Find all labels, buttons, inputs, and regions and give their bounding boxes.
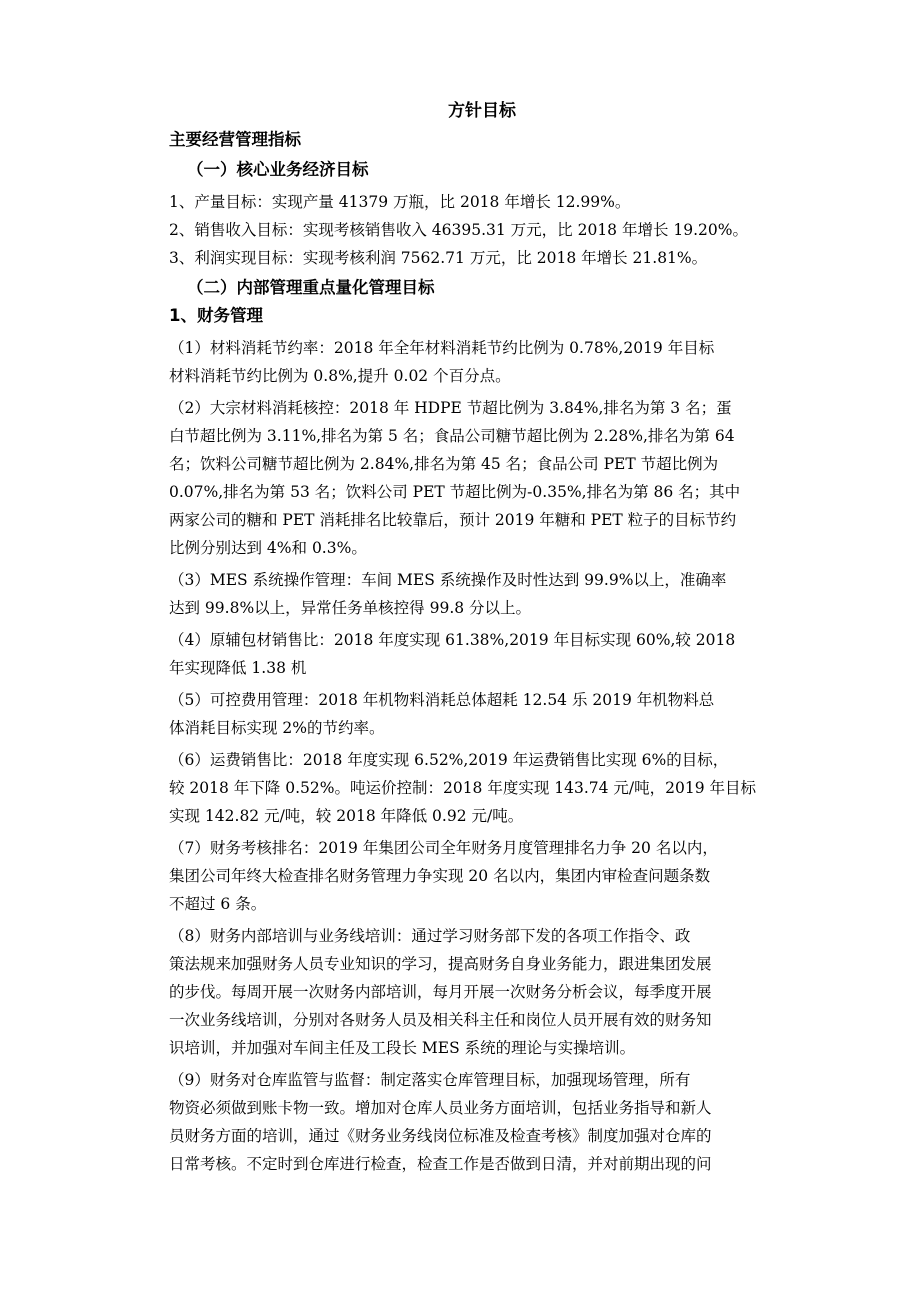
paragraph-line: 材料消耗节约比例为 0.8%,提升 0.02 个百分点。 xyxy=(169,367,511,385)
list-item: 3、利润实现目标：实现考核利润 7562.71 万元，比 2018 年增长 21.81%。 xyxy=(169,249,708,267)
subsection-heading-core: （一）核心业务经济目标 xyxy=(187,160,369,179)
subsection-heading-internal: （二）内部管理重点量化管理目标 xyxy=(187,278,435,297)
paragraph-line: 一次业务线培训，分别对各财务人员及相关科主任和岗位人员开展有效的财务知 xyxy=(169,1011,712,1029)
paragraph-line: （9）财务对仓库监管与监督：制定落实仓库管理目标，加强现场管理，所有 xyxy=(169,1071,691,1089)
finance-paragraphs xyxy=(169,334,795,1178)
paragraph-line: 名；饮料公司糖节超比例为 2.84%,排名为第 45 名；食品公司 PET 节超比例为 xyxy=(169,455,719,473)
paragraph-1 xyxy=(169,334,795,390)
list-item: 2、销售收入目标：实现考核销售收入 46395.31 万元，比 2018 年增长 19.20%。 xyxy=(169,221,749,239)
paragraph-line: 两家公司的糖和 PET 消耗排名比较靠后，预计 2019 年糖和 PET 粒子的目标节约 xyxy=(169,511,737,529)
section-heading-main: 主要经营管理指标 xyxy=(169,130,301,149)
paragraph-line: 的步伐。每周开展一次财务内部培训，每月开展一次财务分析会议，每季度开展 xyxy=(169,983,712,1001)
paragraph-line: 比例分别达到 4%和 0.3%。 xyxy=(169,539,367,557)
finance-heading: 1、财务管理 xyxy=(169,306,263,325)
paragraph-line: 集团公司年终大检查排名财务管理力争实现 20 名以内，集团内审检查问题条数 xyxy=(169,867,711,885)
paragraph-line: 不超过 6 条。 xyxy=(169,895,267,913)
paragraph-line: 较 2018 年下降 0.52%。吨运价控制：2018 年度实现 143.74 元/吨，2019 年目标 xyxy=(169,779,757,797)
paragraph-line: （7）财务考核排名：2019 年集团公司全年财务月度管理排名力争 20 名以内， xyxy=(169,839,718,857)
paragraph-line: 年实现降低 1.38 机 xyxy=(169,659,307,677)
paragraph-line: （6）运费销售比：2018 年度实现 6.52%,2019 年运费销售比实现 6%的目标， xyxy=(169,751,729,769)
paragraph-7 xyxy=(169,834,795,918)
paragraph-line: 白节超比例为 3.11%,排名为第 5 名；食品公司糖节超比例为 2.28%,排名为第 64 xyxy=(169,427,735,445)
paragraph-8 xyxy=(169,922,795,1062)
paragraph-line: 体消耗目标实现 2%的节约率。 xyxy=(169,719,385,737)
paragraph-line: 策法规来加强财务人员专业知识的学习，提高财务自身业务能力，跟进集团发展 xyxy=(169,955,712,973)
document-body xyxy=(169,100,795,1182)
paragraph-line: （4）原辅包材销售比：2018 年度实现 61.38%,2019 年目标实现 60%,较 2018 xyxy=(169,631,736,649)
list-item: 1、产量目标：实现产量 41379 万瓶，比 2018 年增长 12.99%。 xyxy=(169,193,631,211)
paragraph-line: （5）可控费用管理：2018 年机物料消耗总体超耗 12.54 乐 2019 年机物料总 xyxy=(169,691,715,709)
page-title: 方针目标 xyxy=(448,101,516,121)
paragraph-line: （3）MES 系统操作管理：车间 MES 系统操作及时性达到 99.9%以上，准确率 xyxy=(169,571,727,589)
paragraph-line: 实现 142.82 元/吨，较 2018 年降低 0.92 元/吨。 xyxy=(169,807,524,825)
paragraph-line: 员财务方面的培训，通过《财务业务线岗位标准及检查考核》制度加强对仓库的 xyxy=(169,1127,712,1145)
paragraph-line: 达到 99.8%以上，异常任务单核控得 99.8 分以上。 xyxy=(169,599,532,617)
paragraph-9 xyxy=(169,1066,795,1178)
paragraph-4 xyxy=(169,626,795,682)
paragraph-line: （2）大宗材料消耗核控：2018 年 HDPE 节超比例为 3.84%,排名为第 3 名；蛋 xyxy=(169,399,732,417)
paragraph-line: 识培训，并加强对车间主任及工段长 MES 系统的理论与实操培训。 xyxy=(169,1039,636,1057)
paragraph-line: 日常考核。不定时到仓库进行检查，检查工作是否做到日清，并对前期出现的问 xyxy=(169,1155,712,1173)
paragraph-6 xyxy=(169,746,795,830)
paragraph-2 xyxy=(169,394,795,562)
paragraph-line: 物资必须做到账卡物一致。增加对仓库人员业务方面培训，包括业务指导和新人 xyxy=(169,1099,712,1117)
paragraph-5 xyxy=(169,686,795,742)
paragraph-3 xyxy=(169,566,795,622)
core-targets-list xyxy=(169,188,795,272)
paragraph-line: （1）材料消耗节约率：2018 年全年材料消耗节约比例为 0.78%,2019 年目标 xyxy=(169,339,715,357)
paragraph-line: 0.07%,排名为第 53 名；饮料公司 PET 节超比例为-0.35%,排名为第 86 名；其中 xyxy=(169,483,741,501)
paragraph-line: （8）财务内部培训与业务线培训：通过学习财务部下发的各项工作指令、政 xyxy=(169,927,691,945)
